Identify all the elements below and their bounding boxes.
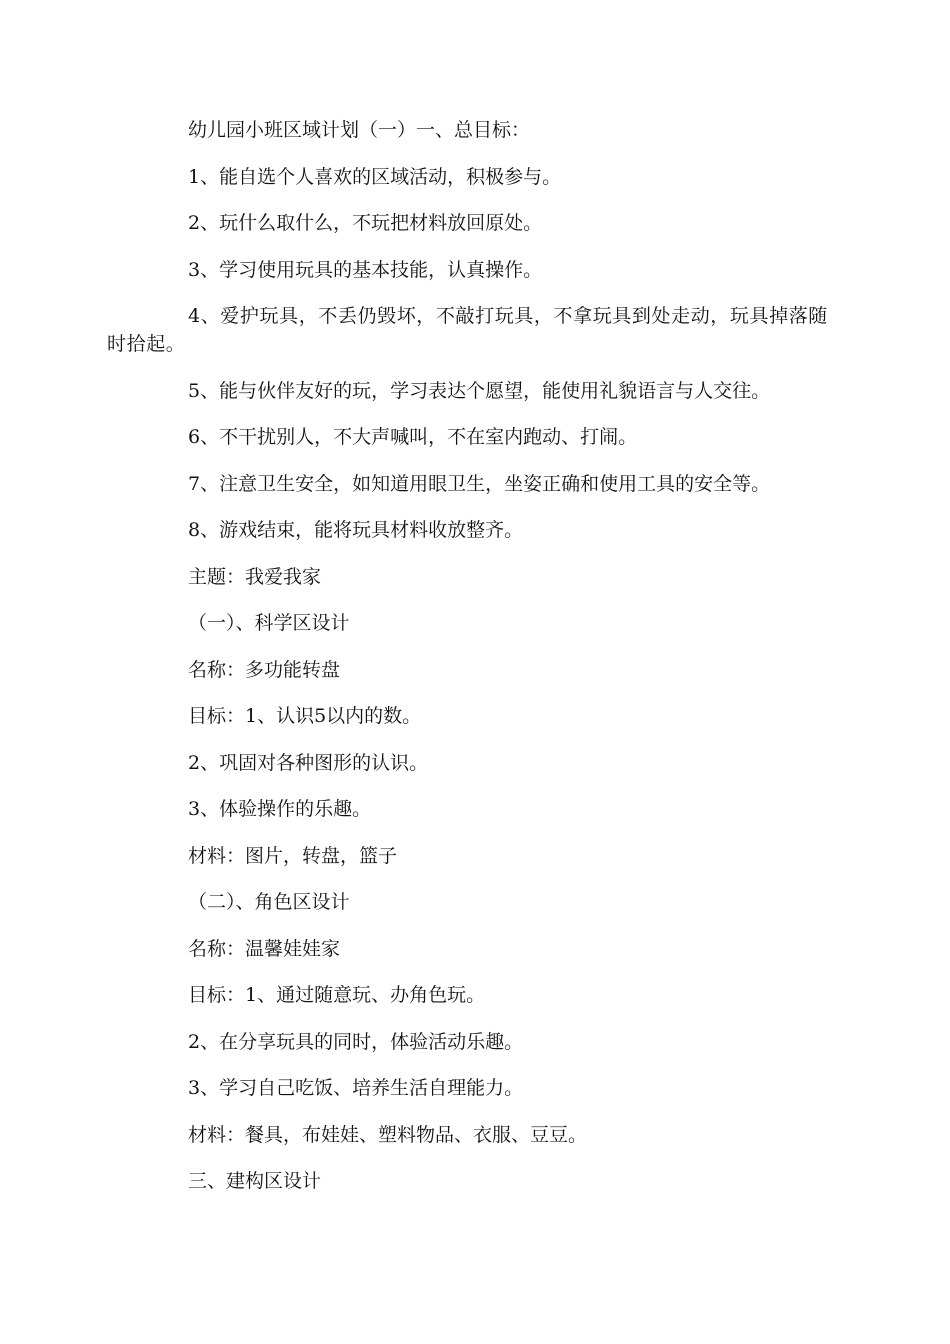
role-goal-1: 目标：1、通过随意玩、办角色玩。 — [188, 984, 486, 1006]
goal-item-1: 1、能自选个人喜欢的区域活动，积极参与。 — [188, 165, 562, 188]
goal-item-3: 3、学习使用玩具的基本技能，认真操作。 — [188, 258, 543, 281]
doc-title-line: 幼儿园小班区域计划（一）一、总目标： — [188, 119, 531, 141]
goal-item-6: 6、不干扰别人，不大声喊叫，不在室内跑动、打闹。 — [188, 426, 638, 448]
section-construction-heading: 三、建构区设计 — [188, 1170, 322, 1192]
goal-item-8: 8、游戏结束，能将玩具材料收放整齐。 — [188, 519, 524, 541]
science-goal-3: 3、体验操作的乐趣。 — [188, 798, 372, 820]
science-name: 名称：多功能转盘 — [188, 658, 341, 681]
role-materials: 材料：餐具，布娃娃、塑料物品、衣服、豆豆。 — [188, 1123, 588, 1146]
science-materials: 材料：图片，转盘，篮子 — [188, 844, 398, 867]
role-goal-3: 3、学习自己吃饭、培养生活自理能力。 — [188, 1077, 524, 1099]
role-name: 名称：温馨娃娃家 — [188, 937, 341, 960]
goal-item-5: 5、能与伙伴友好的玩，学习表达个愿望，能使用礼貌语言与人交往。 — [188, 379, 771, 402]
science-goal-2: 2、巩固对各种图形的认识。 — [188, 751, 429, 774]
section-science-heading: （一）、科学区设计 — [188, 612, 350, 634]
section-role-heading: （二）、角色区设计 — [188, 891, 350, 913]
document-body — [107, 116, 835, 1214]
goal-item-2: 2、玩什么取什么，不玩把材料放回原处。 — [188, 212, 543, 234]
role-goal-2: 2、在分享玩具的同时，体验活动乐趣。 — [188, 1030, 524, 1053]
theme-line: 主题：我爱我家 — [188, 565, 322, 588]
science-goal-1: 目标：1、认识5以内的数。 — [188, 705, 422, 727]
goal-item-4: 4、爱护玩具，不丢仍毁坏，不敲打玩具，不拿玩具到处走动，玩具掉落随时拾起。 — [107, 305, 828, 355]
goal-item-7: 7、注意卫生安全，如知道用眼卫生，坐姿正确和使用工具的安全等。 — [188, 472, 771, 495]
